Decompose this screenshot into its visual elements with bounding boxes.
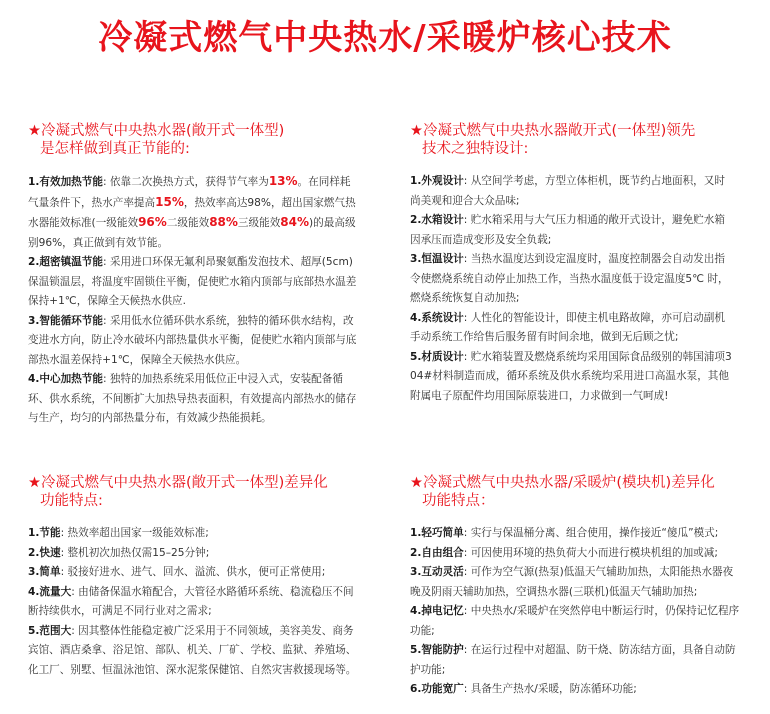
- item-text: : 因其整体性能稳定被广泛采用于不同领域，美容美发、商务宾馆、酒店桑拿、浴足馆、部队、机关、厂矿、学校、监狱、养殖场、化工厂、别墅、恒温泳池馆、深水泥浆保健馆、自然灾害救援现场等。: [28, 624, 357, 676]
- item-label: 3.智能循环节能: [28, 314, 103, 327]
- item-text: : 热效率超出国家一级能效标准;: [60, 527, 209, 539]
- item-text: : 中央热水/采暖炉在突然停电中断运行时，仍保持记忆程序功能;: [410, 605, 740, 637]
- highlight-value: 96%: [138, 215, 167, 229]
- list-item: [410, 563, 740, 602]
- list-item: [410, 680, 740, 700]
- heading-line-1: ★冷凝式燃气中央热水器/采暖炉(模块机)差异化: [410, 475, 715, 491]
- list-item: [28, 563, 358, 583]
- item-label: 1.轻巧简单: [410, 527, 464, 539]
- list-item: [410, 544, 740, 564]
- heading-line-2: 是怎样做到真正节能的:: [40, 141, 190, 157]
- item-text: : 采用进口环保无氟利昂聚氨酯发泡技术、超厚(5cm)保温锁温层，将温度牢固锁住平衡，促使贮水箱内顶部与底部热水温差保持+1℃，保障全天候热水供应.: [28, 256, 357, 307]
- item-label: 4.中心加热节能: [28, 373, 103, 385]
- item-text: : 独特的加热系统采用低位正中浸入式，安装配备循环、供水系统，不间断扩大加热导热表面积，有效提高内部热水的储存与生产，均匀的内部热量分布，有效减少热能损耗。: [28, 373, 357, 424]
- item-text: : 整机初次加热仅需15–25分钟;: [60, 546, 210, 559]
- highlight-value: 13%: [268, 174, 298, 188]
- list-item: [410, 348, 735, 407]
- item-text: : 人性化的智能设计，即使主机电路故障，亦可启动副机手动系统工作给售后服务留有时间余地，做到无后顾之忧;: [410, 311, 725, 343]
- item-label: 1.有效加热节能: [28, 176, 103, 188]
- item-label: 2.水箱设计: [410, 214, 464, 226]
- section-heading: [410, 122, 735, 158]
- item-text: )的最高级别96%，真正做到有效节能。: [28, 217, 356, 249]
- heading-line-2: 功能特点：: [422, 493, 495, 509]
- item-label: 5.材质设计: [410, 350, 464, 363]
- item-text: : 实行与保温桶分离、组合使用，操作接近“傻瓜”模式;: [463, 527, 719, 539]
- item-label: 6.功能宽广: [410, 683, 464, 695]
- heading-line-1: ★冷凝式燃气中央热水器(敞开式一体型)差异化: [28, 475, 328, 491]
- heading-line-1: ★冷凝式燃气中央热水器敞开式(一体型)领先: [410, 123, 696, 139]
- item-text: ，热效率高达98%，超出国家燃气热水器能效标准(一级能效: [28, 196, 356, 229]
- item-text: : 依靠二次换热方式，获得节气率为: [102, 176, 269, 188]
- list-item: [410, 641, 740, 680]
- highlight-value: 88%: [209, 215, 238, 229]
- item-label: 2.自由组合: [410, 546, 464, 559]
- heading-line-2: 技术之独特设计:: [422, 141, 529, 157]
- page-title: 冷凝式燃气中央热水/采暖炉核心技术: [98, 18, 672, 58]
- list-item: [410, 524, 740, 544]
- item-text: : 当热水温度达到设定温度时，温度控制器会自动发出指令使燃烧系统自动停止加热工作，当热水温度低于设定温度5℃ 时，燃烧系统恢复自动加热;: [410, 253, 729, 304]
- list-item: [28, 583, 358, 622]
- section-heading: [28, 122, 358, 158]
- item-label: 3.简单: [28, 566, 61, 578]
- item-text: : 采用低水位循环供水系统，独特的循环供水结构，改变进水方向，防止冷水破坏内部热量供水平衡，促使贮水箱内顶部与底部热水温差保持+1℃，保障全天候热水供应。: [28, 314, 357, 366]
- item-label: 4.系统设计: [410, 311, 464, 324]
- item-label: 5.范围大: [28, 624, 72, 637]
- item-text: : 可作为空气源(热泵)低温天气辅助加热，太阳能热水器夜晚及阴雨天辅助加热，空调热水器(三联机)低温天气辅助加热;: [410, 566, 734, 598]
- item-label: 4.掉电记忆: [410, 605, 464, 617]
- item-label: 2.超密镇温节能: [28, 256, 103, 268]
- list-item: [28, 172, 358, 253]
- list-item: [410, 309, 735, 348]
- module-features-section: [410, 474, 740, 700]
- item-label: 4.流量大: [28, 585, 72, 598]
- item-text: : 贮水箱装置及燃烧系统均采用国际食品级别的韩国浦项304#材料制造而成，循环系统及供水系统均采用进口高温水泵，其他附属电子原配件均用国际原装进口，力求做到一气呵成!: [410, 350, 732, 402]
- item-text: : 可因使用环境的热负荷大小而进行模块机组的加或减;: [463, 546, 718, 559]
- item-label: 5.智能防护: [410, 644, 464, 656]
- item-text: 二级能效: [166, 217, 210, 229]
- item-text: : 贮水箱采用与大气压力相通的敞开式设计，避免贮水箱因承压而造成变形及安全负载;: [410, 214, 725, 246]
- integrated-features-section: [28, 474, 358, 680]
- item-text: : 驳接好进水、进气、回水、溢流、供水，便可正常使用;: [60, 566, 326, 578]
- item-text: 三级能效: [237, 217, 281, 229]
- list-item: [28, 370, 358, 429]
- highlight-value: 15%: [155, 194, 184, 209]
- item-text: : 在运行过程中对超温、防干烧、防冻结方面，具备自动防护功能;: [410, 644, 736, 676]
- list-item: [410, 602, 740, 641]
- heading-line-1: ★冷凝式燃气中央热水器(敞开式一体型): [28, 123, 285, 139]
- item-label: 3.互动灵活: [410, 566, 464, 578]
- item-text: : 由储备保温水箱配合，大管径水路循环系统、稳流稳压不间断持续供水，可满足不同行业对之需求;: [28, 585, 354, 617]
- section-heading: [28, 474, 358, 510]
- item-text: : 具备生产热水/采暖，防冻循环功能;: [463, 683, 637, 695]
- list-item: [28, 253, 358, 312]
- list-item: [410, 172, 735, 211]
- list-item: [410, 250, 735, 309]
- item-text: : 从空间学考虑，方型立体柜机，既节约占地面积，又时尚美观和迎合大众品味;: [410, 175, 725, 207]
- energy-saving-section: [28, 122, 358, 429]
- list-item: [28, 544, 358, 564]
- list-item: [28, 524, 358, 544]
- list-item: [410, 211, 735, 250]
- section-heading: [410, 474, 740, 510]
- item-label: 1.节能: [28, 527, 61, 539]
- item-text: 。在同样耗气量条件下，热水产率提高: [28, 176, 351, 209]
- list-item: [28, 312, 358, 371]
- heading-line-2: 功能特点:: [40, 493, 103, 509]
- item-label: 2.快速: [28, 546, 61, 559]
- design-section: [410, 122, 735, 406]
- list-item: [28, 622, 358, 681]
- highlight-value: 84%: [280, 215, 310, 229]
- item-label: 3.恒温设计: [410, 253, 464, 265]
- item-label: 1.外观设计: [410, 175, 464, 187]
